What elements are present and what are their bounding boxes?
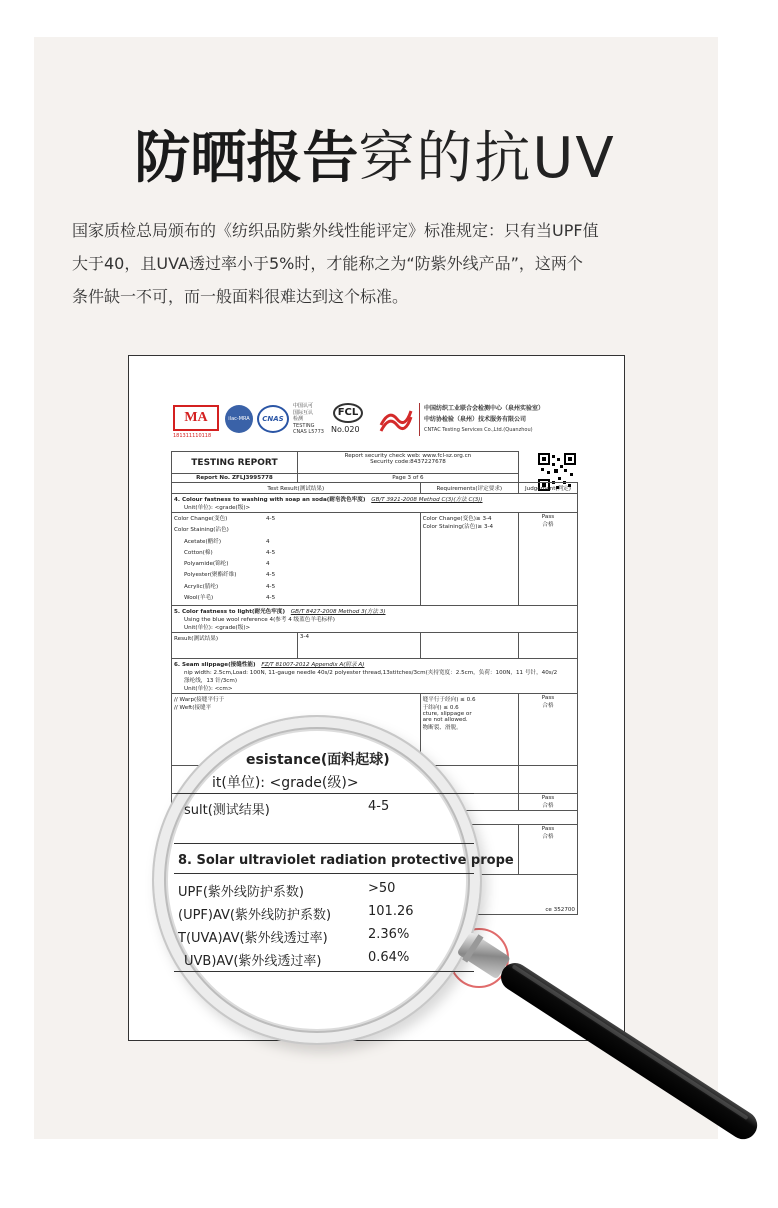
section-4-row (174, 582, 418, 593)
fcl-oval: FCL (333, 403, 363, 423)
section-6-header (172, 659, 578, 694)
section-6-warp: // Warp(接缝平行于 (174, 697, 225, 704)
section-4-row (174, 570, 418, 581)
security-info (297, 452, 518, 474)
report-number: Report No. ZFLJ3995778 (172, 474, 298, 483)
magnified-report-content (154, 717, 514, 1047)
page-headline (0, 124, 750, 194)
cnas-text-line: TESTING (293, 422, 315, 429)
cnas-text (293, 403, 333, 436)
section-6-desc2: 涤纶线，13 针/3cm) (184, 678, 238, 685)
section-4-row-label: Color Change(变色) (174, 516, 228, 522)
magnifier-glass (168, 731, 514, 1029)
section-4-row-label: Color Staining(沾色) (174, 527, 229, 534)
section-4-judgement (518, 513, 577, 606)
section-4-row-value: 4-5 (266, 595, 276, 602)
intro-line: 国家质检总局颁布的《纺织品防紫外线性能评定》标准规定：只有当UPF值 (72, 221, 599, 240)
section-6-desc: nip width: 2.5cm,Load: 100N, 11-gauge needle 40s/2 polyester thread,13stitches/3cm(夹持宽度：2.5cm，负荷：100N，11 号针，40s/2 (184, 670, 558, 677)
center-name-cn: 中国纺织工业联合会检测中心（泉州实验室） (424, 405, 545, 412)
empty-cell (518, 766, 577, 794)
section-6-req: 物断裂、滑脱。 (422, 725, 462, 732)
lens-row-label: UVB)AV(紫外线透过率) (184, 954, 322, 969)
section-5-unit: Unit(单位): <grade(级)> (184, 625, 251, 632)
testing-center-info (419, 403, 599, 436)
qr-cell (518, 474, 577, 483)
section-4-requirements (420, 513, 518, 606)
section-4-row-label: Cotton(棉) (184, 549, 213, 556)
page-number: Page 3 of 6 (297, 474, 518, 483)
qr-cell (518, 452, 577, 474)
judgement-pass: Pass (541, 826, 555, 833)
judgement-pass-cn: 合格 (542, 803, 554, 810)
report-logo-bar (173, 401, 593, 441)
security-code: Security code:8437227678 (370, 459, 446, 465)
intro-paragraph (72, 214, 682, 313)
section-4-row (174, 537, 418, 548)
section-7-judgement (518, 794, 577, 811)
lens-row-value: 101.26 (368, 904, 414, 919)
lens-section-8-title: 8. Solar ultraviolet radiation protective prope (178, 853, 514, 868)
section-4-req: Color Change(变色)≥ 3-4 (422, 516, 492, 522)
section-4-row-value: 4-5 (266, 549, 276, 556)
lens-divider (174, 793, 474, 794)
empty-cell (420, 633, 518, 659)
magnifier-handle-icon (458, 940, 778, 1180)
security-web: Report security check web: www.fcl-sz.org.cn (344, 453, 472, 459)
judgement-pass: Pass (541, 795, 555, 802)
section-4-row-label: Wool(羊毛) (184, 595, 214, 602)
judgement-pass-cn: 合格 (542, 834, 554, 841)
lens-row-value: 0.64% (368, 950, 410, 965)
section-4-row-label: Acrylic(腈纶) (184, 583, 219, 590)
section-4-row-value: 4-5 (266, 583, 276, 590)
col-result-header: Test Result(测试结果) (172, 483, 421, 494)
section-4-row-label: Polyamide(锦纶) (184, 561, 229, 568)
section-6-req: cture, slippage or (422, 711, 472, 718)
cma-logo: MA (173, 405, 219, 431)
section-5-ref: Using the blue wool reference 4(参考 4 级蓝色羊毛标样) (184, 617, 335, 624)
cnas-text-line: 检测 (293, 416, 304, 422)
lens-row-label: T(UVA)AV(紫外线透过率) (178, 931, 328, 946)
judgement-pass: Pass (541, 514, 555, 520)
lens-unit: it(单位): <grade(级)> (212, 775, 359, 791)
lens-row-value: >50 (368, 881, 396, 896)
section-5-title: 5. Color fastness to light(耐光色牢度) (174, 609, 286, 616)
section-6-title: 6. Seam slippage(接缝性能) (174, 662, 256, 669)
lens-row-value: 2.36% (368, 927, 410, 942)
section-4-row (174, 514, 418, 525)
headline-bold: 防晒报告 (134, 126, 359, 191)
footer-code: ce 352700 (545, 907, 575, 914)
report-title: TESTING REPORT (172, 452, 298, 474)
section-6-weft: // Weft(接缝平 (174, 705, 212, 712)
ilac-logo: ilac-MRA (225, 405, 253, 433)
section-4-header (172, 494, 578, 513)
section-4-row-value: 4 (266, 561, 270, 568)
lens-section-7-title: esistance(面料起球) (246, 752, 390, 768)
col-requirements-header: Requirements(评定要求) (420, 483, 518, 494)
intro-line: 大于40，且UVA透过率小于5%时，才能称之为“防紫外线产品”，这两个 (72, 254, 583, 273)
section-6-judgement (518, 694, 577, 766)
section-4-row-value: 4 (266, 538, 270, 545)
section-5-result: 3-4 (297, 633, 420, 659)
section-6-method: FZ/T 81007-2012 Appendix A(附录 A) (261, 662, 365, 669)
section-4-row (174, 548, 418, 559)
center-name-en: CNTAC Testing Services Co.,Ltd.(Quanzhou) (424, 427, 533, 433)
cnas-text-line: 国际互认 (293, 409, 314, 416)
section-6-req: 于纬向) ≤ 0.6 (422, 705, 459, 712)
col-judgement-header: Judgement(判定) (518, 483, 577, 494)
section-8-judgement (518, 825, 577, 875)
lens-row-label: UPF(紫外线防护系数) (178, 885, 304, 900)
cma-number: 181311110118 (173, 433, 212, 439)
fcl-logo (331, 403, 371, 439)
section-4-rows (174, 514, 418, 604)
lens-result-label: sult(测试结果) (184, 803, 270, 818)
section-5-method: GB/T 8427-2008 Method 3(方法 3) (290, 609, 386, 616)
section-4-row (174, 593, 418, 604)
lens-row-label: (UPF)AV(紫外线防护系数) (178, 908, 332, 923)
section-4-row-value: 4-5 (266, 516, 276, 522)
cnas-text-line: 中国认可 (293, 403, 314, 409)
section-4-row-value: 4-5 (266, 572, 276, 579)
section-6-unit: Unit(单位): <cm> (184, 686, 233, 693)
section-6-req: are not allowed. (422, 717, 468, 724)
judgement-pass-cn: 合格 (542, 522, 554, 528)
empty-cell (518, 633, 577, 659)
section-4-row-label: Acetate(醋纤) (184, 538, 222, 545)
section-4-req: Color Staining(沾色)≥ 3-4 (422, 524, 494, 530)
cnas-text-line: CNAS L5773 (293, 429, 324, 435)
section-4-unit: Unit(单位): <grade(级)> (184, 505, 251, 511)
lens-divider (174, 873, 474, 874)
lens-divider (174, 971, 474, 972)
section-4-row-label: Polyester(聚酯纤维) (184, 572, 237, 579)
intro-line: 条件缺一不可，而一般面料很难达到这个标准。 (72, 287, 409, 306)
section-4-method: GB/T 3921-2008 Method C(3)(方法 C(3)) (371, 497, 483, 503)
section-4-results (172, 513, 421, 606)
center-company-cn: 中纺协检验（泉州）技术服务有限公司 (424, 416, 527, 423)
cntac-wave-icon (379, 405, 413, 433)
headline-thin: 穿的抗UV (358, 126, 616, 191)
section-4-title: 4. Colour fastness to washing with soap an soda(耐皂洗色牢度) (174, 497, 366, 503)
section-4-row (174, 559, 418, 570)
section-4-row (174, 525, 418, 536)
section-6-req: 缝平行于经向) ≤ 0.6 (422, 697, 476, 704)
judgement-pass: Pass (541, 695, 555, 702)
lens-result-value: 4-5 (368, 799, 390, 814)
fcl-number: No.020 (331, 425, 360, 434)
section-5-header (172, 606, 578, 633)
lens-divider (174, 843, 474, 844)
section-5-result-label: Result(测试结果) (172, 633, 298, 659)
cnas-logo: CNAS (257, 405, 289, 433)
judgement-pass-cn: 合格 (542, 703, 554, 710)
magnifier-lens (152, 715, 514, 1045)
